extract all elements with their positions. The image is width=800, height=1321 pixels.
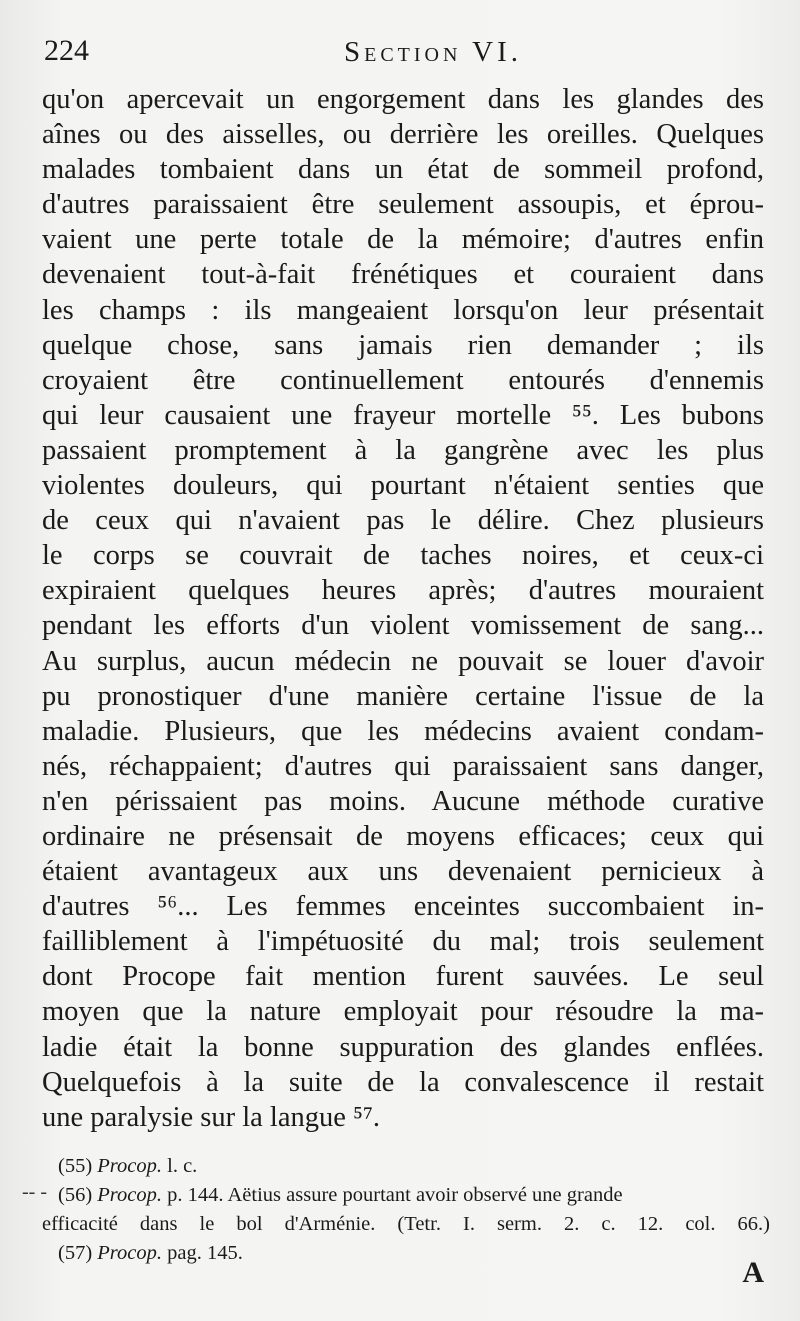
text-line: n'en périssaient pas moins. Aucune méthode curative (42, 785, 764, 817)
footnote-text: pag. 145. (167, 1242, 243, 1264)
text-line: aînes ou des aisselles, ou derrière les oreilles. Quelques (42, 119, 764, 151)
footnote-source: Procop. (97, 1184, 162, 1206)
text-line: nés, réchappaient; d'autres qui paraissaient sans danger, (42, 750, 764, 782)
text-line: expiraient quelques heures après; d'autres mouraient (42, 575, 764, 607)
running-head: Section VI. (344, 36, 523, 68)
text-line: dont Procope fait mention furent sauvées. Le seul (42, 961, 764, 993)
footnote (58, 1239, 770, 1268)
text-line: une paralysie sur la langue ⁵⁷. (42, 1101, 381, 1133)
footnote-mark: (56) (58, 1184, 93, 1206)
footnote (58, 1181, 770, 1210)
text-line: Au surplus, aucun médecin ne pouvait se louer d'avoir (42, 645, 764, 677)
text-line: passaient promptement à la gangrène avec les plus (42, 434, 764, 466)
text-line: qu'on apercevait un engorgement dans les glandes des (42, 84, 764, 115)
body-text (42, 82, 764, 1135)
text-line: pendant les efforts d'un violent vomissement de sang... (42, 610, 764, 642)
footnote-mark: (57) (58, 1242, 93, 1264)
text-line: quelque chose, sans jamais rien demander ; ils (42, 329, 764, 361)
footnote-mark: (55) (58, 1155, 93, 1177)
text-line: étaient avantageux aux uns devenaient pernicieux à (42, 856, 764, 888)
footnote (58, 1152, 770, 1181)
text-line: malades tombaient dans un état de sommeil profond, (42, 154, 764, 186)
text-line: ordinaire ne présensait de moyens efficaces; ceux qui (42, 820, 764, 852)
footnote-text: l. c. (167, 1155, 198, 1177)
text-line: ladie était la bonne suppuration des glandes enflées. (42, 1031, 764, 1063)
footnote-source: Procop. (97, 1242, 162, 1264)
text-line: Quelquefois à la suite de la convalescence il restait (42, 1066, 764, 1098)
text-line: moyen que la nature employait pour résoudre la ma- (42, 996, 764, 1028)
text-line: maladie. Plusieurs, que les médecins avaient condam- (42, 715, 764, 747)
text-line: vaient une perte totale de la mémoire; d'autres enfin (42, 224, 764, 256)
footnote-continuation: efficacité dans le bol d'Arménie. (Tetr. I. serm. 2. c. 12. col. 66.) (42, 1213, 770, 1235)
page-number: 224 (44, 34, 89, 67)
catchword: A (742, 1256, 764, 1289)
page-header (44, 34, 760, 74)
footnotes (42, 1152, 770, 1268)
text-line: failliblement à l'impétuosité du mal; trois seulement (42, 926, 764, 958)
text-line: d'autres ⁵⁶... Les femmes enceintes succombaient in- (42, 891, 764, 923)
text-line: les champs : ils mangeaient lorsqu'on leur présentait (42, 294, 764, 326)
footnote-text: p. 144. Aëtius assure pourtant avoir observé une grande (167, 1184, 623, 1206)
text-line: croyaient être continuellement entourés d'ennemis (42, 364, 764, 396)
text-line: le corps se couvrait de taches noires, et ceux-ci (42, 540, 764, 572)
text-line: devenaient tout-à-fait frénétiques et couraient dans (42, 259, 764, 291)
text-line: qui leur causaient une frayeur mortelle ⁵⁵. Les bubons (42, 399, 764, 431)
text-line: d'autres paraissaient être seulement assoupis, et éprou- (42, 189, 764, 221)
margin-mark: -- - (22, 1181, 47, 1203)
text-line: violentes douleurs, qui pourtant n'étaient senties que (42, 470, 764, 502)
text-line: de ceux qui n'avaient pas le délire. Chez plusieurs (42, 505, 764, 537)
text-line: pu pronostiquer d'une manière certaine l'issue de la (42, 680, 764, 712)
footnote-source: Procop. (97, 1155, 162, 1177)
